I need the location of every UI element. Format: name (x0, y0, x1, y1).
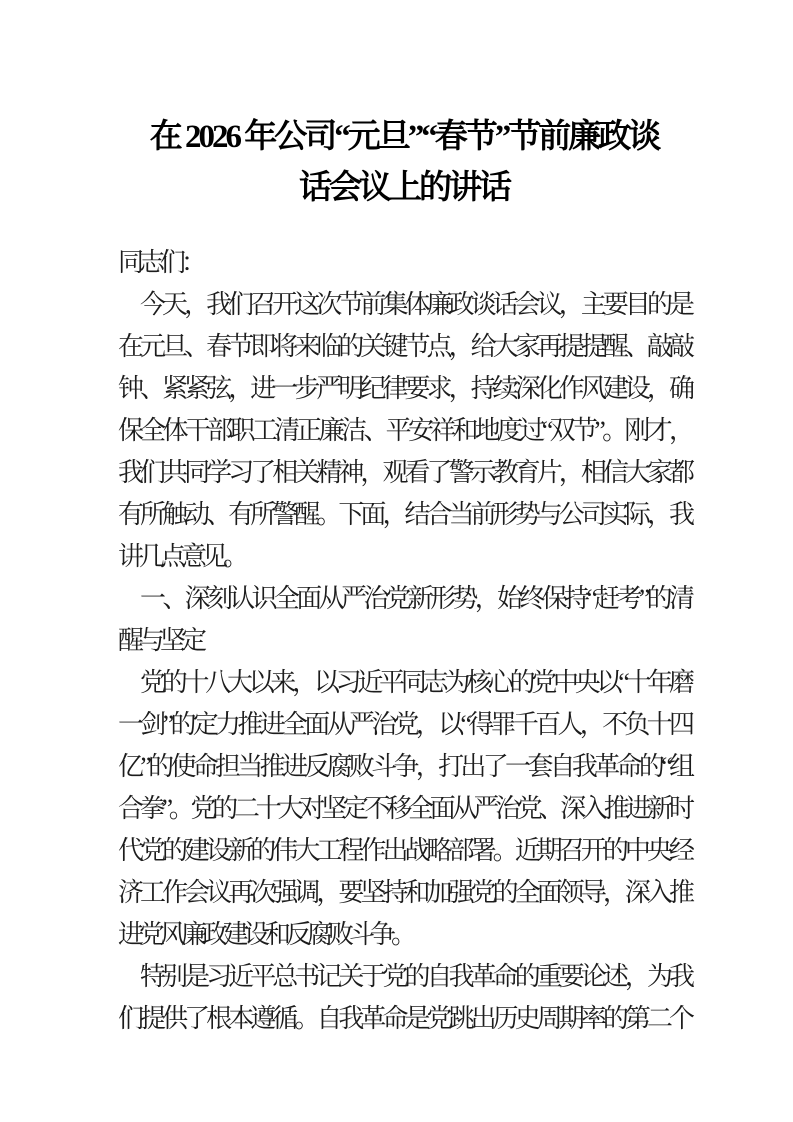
paragraph-line: 党的十八大以来，以习近平同志为核心的党中央以“十年磨 (140, 668, 690, 697)
paragraph-line: 们提供了根本遵循。自我革命是党跳出历史周期率的第二个 (118, 1004, 690, 1033)
paragraph-line: 钟、紧紧弦，进一步严明纪律要求，持续深化作风建设，确 (118, 374, 690, 403)
paragraph-line: 进党风廉政建设和反腐败斗争。 (118, 920, 413, 949)
document-title-line-1: 在 2026 年公司“元旦”“春节”节前廉政谈 (149, 119, 659, 155)
paragraph-line: 亿”的使命担当推进反腐败斗争，打出了一套自我革命的“组 (118, 752, 690, 781)
document-body (118, 242, 690, 1040)
paragraph-line: 一剑”的定力推进全面从严治党，以“得罪千百人，不负十四 (118, 710, 690, 739)
document-title-line-2: 话会议上的讲话 (299, 170, 509, 206)
document-content (0, 112, 793, 1040)
paragraph-line: 保全体干部职工清正廉洁、平安祥和地度过“双节”。刚才， (118, 416, 690, 445)
paragraph-line: 代党的建设新的伟大工程作出战略部署。近期召开的中央经 (118, 836, 690, 865)
paragraph-line: 我们共同学习了相关精神，观看了警示教育片，相信大家都 (118, 458, 690, 487)
heading-line: 一、深刻认识全面从严治党新形势，始终保持“赶考”的清 (140, 584, 690, 613)
salutation-line: 同志们： (118, 248, 203, 277)
document-title (118, 112, 690, 214)
paragraph-line: 在元旦、春节即将来临的关键节点，给大家再提提醒、敲敲 (118, 332, 690, 361)
paragraph-line: 合拳”。党的二十大对坚定不移全面从严治党、深入推进新时 (118, 794, 690, 823)
paragraph-line: 特别是习近平总书记关于党的自我革命的重要论述，为我 (140, 962, 690, 991)
paragraph-line: 济工作会议再次强调，要坚持和加强党的全面领导，深入推 (118, 878, 690, 907)
paragraph-line: 讲几点意见。 (118, 542, 245, 571)
paragraph-line: 今天，我们召开这次节前集体廉政谈话会议，主要目的是 (140, 290, 690, 319)
heading-line: 醒与坚定 (118, 626, 203, 655)
paragraph-line: 有所触动、有所警醒。下面，结合当前形势与公司实际，我 (118, 500, 690, 529)
